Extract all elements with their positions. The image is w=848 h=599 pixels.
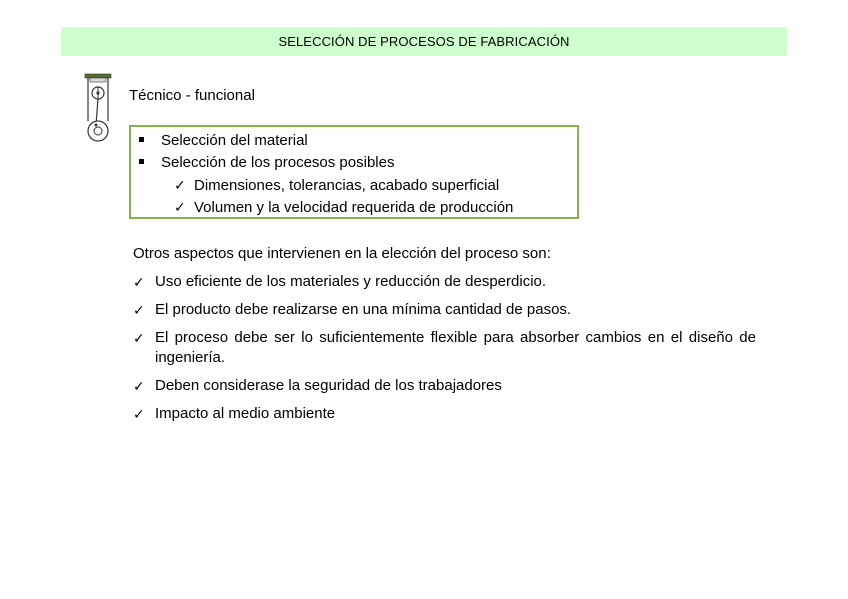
aspect-text: Impacto al medio ambiente bbox=[155, 405, 336, 422]
square-bullet-icon bbox=[139, 159, 144, 164]
aspect-text: El proceso debe ser lo suficientemente flexible para absorber cambios en el diseño de ingeniería. bbox=[155, 329, 756, 366]
checkmark-icon: ✓ bbox=[133, 330, 145, 346]
engine-mechanism-icon bbox=[84, 73, 112, 143]
section-title: Técnico - funcional bbox=[129, 87, 255, 104]
criteria-subitem bbox=[174, 197, 513, 218]
square-bullet-icon bbox=[139, 137, 144, 142]
criteria-item-label: Selección del material bbox=[161, 132, 308, 149]
checkmark-icon: ✓ bbox=[133, 274, 145, 290]
list-item bbox=[133, 328, 756, 368]
aspect-text: Uso eficiente de los materiales y reducción de desperdicio. bbox=[155, 273, 547, 290]
aspects-list bbox=[133, 272, 756, 432]
checkmark-icon: ✓ bbox=[133, 378, 145, 394]
header-bar bbox=[61, 27, 787, 56]
criteria-subitem-label: Dimensiones, tolerancias, acabado superficial bbox=[194, 177, 500, 194]
aspect-text: El producto debe realizarse en una mínima cantidad de pasos. bbox=[155, 301, 572, 318]
criteria-item bbox=[139, 153, 394, 173]
criteria-subitem-label: Volumen y la velocidad requerida de producción bbox=[194, 199, 514, 216]
criteria-item-label: Selección de los procesos posibles bbox=[161, 154, 395, 171]
criteria-item bbox=[139, 131, 308, 151]
aspect-text: Deben considerase la seguridad de los trabajadores bbox=[155, 377, 502, 394]
aspects-intro: Otros aspectos que intervienen en la elección del proceso son: bbox=[133, 245, 551, 262]
list-item bbox=[133, 376, 756, 396]
checkmark-icon: ✓ bbox=[133, 302, 145, 318]
checkmark-icon: ✓ bbox=[174, 177, 186, 193]
list-item bbox=[133, 404, 756, 424]
list-item bbox=[133, 272, 756, 292]
list-item bbox=[133, 300, 756, 320]
checkmark-icon: ✓ bbox=[133, 406, 145, 422]
page-title: SELECCIÓN DE PROCESOS DE FABRICACIÓN bbox=[278, 34, 570, 49]
checkmark-icon: ✓ bbox=[174, 199, 186, 215]
criteria-subitem bbox=[174, 175, 499, 196]
